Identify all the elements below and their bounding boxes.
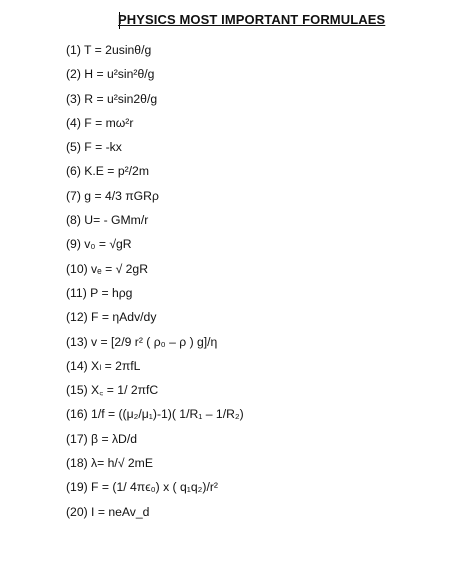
formula-item-5: (5) F = -kx bbox=[66, 140, 122, 155]
formula-list bbox=[66, 38, 244, 524]
formula-item-17: (17) β = λD/d bbox=[66, 431, 138, 446]
formula-item-20: (20) I = neAv_d bbox=[66, 504, 150, 519]
formula-item-19: (19) F = (1/ 4πϵ₀) x ( q₁q₂)/r² bbox=[66, 480, 218, 495]
formula-item-9: (9) v₀ = √gR bbox=[66, 237, 132, 252]
formula-item-13: (13) v = [2/9 r² ( ρ₀ – ρ ) g]/η bbox=[66, 334, 218, 349]
formula-item-16: (16) 1/f = ((μ₂/μ₁)-1)( 1/R₁ – 1/R₂) bbox=[66, 407, 244, 422]
formula-item-7: (7) g = 4/3 πGRρ bbox=[66, 188, 159, 203]
formula-item-10: (10) vₑ = √ 2gR bbox=[66, 261, 149, 276]
formula-item-2: (2) H = u²sin²θ/g bbox=[66, 67, 155, 82]
formula-item-15: (15) X꜀ = 1/ 2πfC bbox=[66, 383, 159, 398]
formula-item-18: (18) λ= h/√ 2mE bbox=[66, 456, 153, 471]
formula-item-4: (4) F = mω²r bbox=[66, 115, 134, 130]
formula-item-1: (1) T = 2usinθ/g bbox=[66, 43, 152, 57]
formula-item-14: (14) Xₗ = 2πfL bbox=[66, 358, 141, 373]
formula-item-8: (8) U= - GMm/r bbox=[66, 213, 149, 228]
page-title: PHYSICS MOST IMPORTANT FORMULAES bbox=[118, 12, 386, 27]
formula-item-11: (11) P = hρg bbox=[66, 285, 133, 300]
formula-item-3: (3) R = u²sin2θ/g bbox=[66, 91, 158, 106]
formula-item-12: (12) F = ηAdv/dy bbox=[66, 310, 157, 325]
formula-item-6: (6) K.E = p²/2m bbox=[66, 164, 149, 179]
